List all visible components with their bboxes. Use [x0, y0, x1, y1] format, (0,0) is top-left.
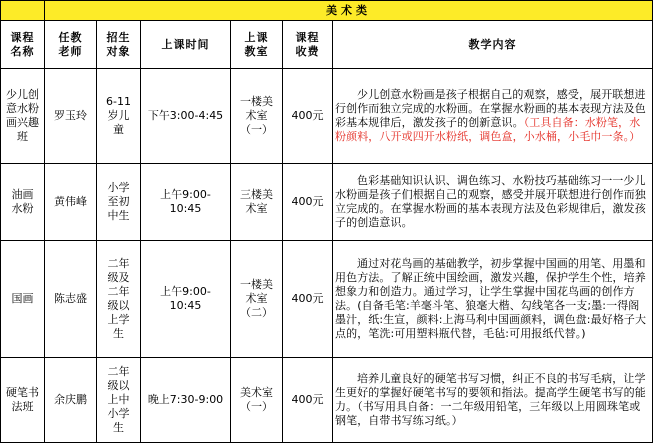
- course-fee: 400元: [283, 164, 333, 241]
- course-name: 硬笔书 法班: [1, 358, 45, 443]
- table-row: [1, 358, 653, 443]
- course-content: 少儿创意水粉画是孩子根据自己的观察，感受，展开联想进行创作而独立完成的水粉画。在掌握水粉画的基本表现方法及色彩基本规律后，激发孩子的创新意识。（工具自备：水粉笔，水粉颜料，八开或四开水粉纸，调色盒，小水桶，小毛巾一条。）: [333, 69, 653, 164]
- tools-note: （工具自备：水粉笔，水粉颜料，八开或四开水粉纸，调色盒，小水桶，小毛巾一条。）: [335, 116, 641, 143]
- classroom: 一楼美 术室 （一）: [231, 69, 283, 164]
- course-fee: 400元: [283, 358, 333, 443]
- header-content: 教学内容: [333, 21, 653, 69]
- table-row: [1, 164, 653, 241]
- header-fee: 课程 收费: [283, 21, 333, 69]
- course-name: 国画: [1, 241, 45, 358]
- target-students: 二年 级以 上中 小学 生: [97, 358, 141, 443]
- table-row: [1, 241, 653, 358]
- header-course-name: 课程 名称: [1, 21, 45, 69]
- classroom: 一楼美 术室 （二）: [231, 241, 283, 358]
- classroom: 三楼美 术室: [231, 164, 283, 241]
- classroom: 美术室 （一）: [231, 358, 283, 443]
- header-teacher: 任教 老师: [45, 21, 97, 69]
- course-content: 培养儿童良好的硬笔书写习惯，纠正不良的书写毛病，让学生更好的掌握好硬笔书写的要领和指法。提高学生硬笔书写的能力。（书写用具自备：一二年级用铅笔，三年级以上用圆珠笔或钢笔，自带书写练习纸。）: [333, 358, 653, 443]
- target-students: 6-11 岁儿 童: [97, 69, 141, 164]
- header-time: 上课时间: [141, 21, 231, 69]
- class-time: 晚上7:30-9:00: [141, 358, 231, 443]
- header-room: 上课 教室: [231, 21, 283, 69]
- teacher-name: 罗玉玲: [45, 69, 97, 164]
- course-name: 油画 水粉: [1, 164, 45, 241]
- class-time: 上午9:00- 10:45: [141, 164, 231, 241]
- course-content: 色彩基础知识认识、调色练习、水粉技巧基础练习一一少儿水粉画是孩子们根据自己的观察，感受并展开联想进行创作而独立完成的。在掌握水粉画的基本表现方法及色彩规律后，激发孩子的创造意识。: [333, 164, 653, 241]
- course-content: 通过对花鸟画的基础教学，初步掌握中国画的用笔、用墨和用色方法。了解正统中国绘画，激发兴趣，保护学生个性，培养想象力和创造力。通过学习，让学生掌握中国花鸟画的创作方法。(自备毛笔:羊毫斗笔、狼毫大楷、勾线笔各一支;墨:一得阁墨汁，纸:生宣，颜料:上海马利中国画颜料，调色盘:最好格子大点的，笔洗:可用塑料瓶代替，毛毡:可用报纸代替。): [333, 241, 653, 358]
- target-students: 二年 级及 二年 级以 上学 生: [97, 241, 141, 358]
- class-time: 上午9:00- 10:45: [141, 241, 231, 358]
- class-time: 下午3:00-4:45: [141, 69, 231, 164]
- title-left-cell: [1, 1, 45, 21]
- teacher-name: 余庆鹏: [45, 358, 97, 443]
- course-name: 少儿创 意水粉 画兴趣 班: [1, 69, 45, 164]
- course-fee: 400元: [283, 69, 333, 164]
- section-title-row: [1, 1, 653, 21]
- header-target: 招生 对象: [97, 21, 141, 69]
- teacher-name: 陈志盛: [45, 241, 97, 358]
- section-title: 美术类: [45, 1, 653, 21]
- header-row: [1, 21, 653, 69]
- teacher-name: 黄伟峰: [45, 164, 97, 241]
- table-row: [1, 69, 653, 164]
- target-students: 小学 至初 中生: [97, 164, 141, 241]
- course-fee: 400元: [283, 241, 333, 358]
